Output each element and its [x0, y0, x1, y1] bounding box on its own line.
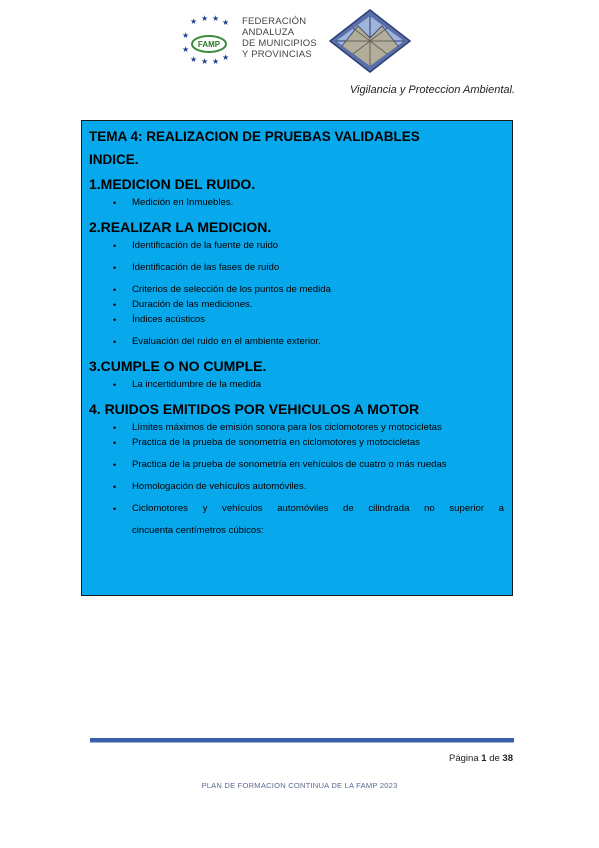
header-logos — [180, 8, 420, 78]
section-heading: 2.REALIZAR LA MEDICION. — [89, 219, 272, 235]
list-item-continuation: cincuenta centímetros cúbicos: — [132, 525, 264, 536]
section-items — [89, 422, 504, 515]
svg-text:★: ★ — [182, 45, 190, 54]
list-item: • Medición en Inmuebles. — [113, 197, 504, 209]
section-heading: 3.CUMPLE O NO CUMPLE. — [89, 358, 267, 374]
svg-text:★: ★ — [182, 31, 190, 40]
page-number — [449, 753, 513, 764]
svg-text:★: ★ — [212, 57, 220, 64]
list-item: • Homologación de vehículos automóviles. — [113, 481, 504, 493]
diamond-logo — [328, 8, 412, 74]
list-item: • Evaluación del ruido en el ambiente exterior. — [113, 336, 504, 348]
famp-badge: FAMP — [197, 40, 221, 49]
list-item: • Identificación de las fases de ruido — [113, 262, 504, 274]
list-item: • Índices acústicos — [113, 314, 504, 326]
svg-text:★: ★ — [190, 17, 198, 26]
index-content — [89, 127, 504, 537]
list-item: • Ciclomotores y vehículos automóviles de cilindrada no superior a — [113, 503, 504, 515]
section-items — [89, 240, 504, 348]
org-name — [242, 16, 317, 60]
list-item: • Practica de la prueba de sonometría en ciclomotores y motocicletas — [113, 437, 504, 449]
topic-title: TEMA 4: REALIZACION DE PRUEBAS VALIDABLES — [89, 129, 420, 144]
list-item: • Límites máximos de emisión sonora para los ciclomotores y motocicletas — [113, 422, 504, 434]
page-of: de — [489, 753, 500, 764]
org-line: DE MUNICIPIOS — [242, 38, 317, 49]
svg-text:★: ★ — [190, 55, 198, 64]
index-label: INDICE. — [89, 152, 139, 167]
section-heading: 1.MEDICION DEL RUIDO. — [89, 176, 256, 192]
plan-footer: PLAN DE FORMACION CONTINUA DE LA FAMP 2023 — [201, 781, 398, 790]
org-line: Y PROVINCIAS — [242, 49, 312, 60]
section-items — [89, 379, 504, 391]
list-item: • Criterios de selección de los puntos de medida — [113, 284, 504, 296]
footer-rule — [90, 738, 514, 743]
svg-text:★: ★ — [201, 57, 209, 64]
section-heading: 4. RUIDOS EMITIDOS POR VEHICULOS A MOTOR — [89, 401, 420, 417]
section-items — [89, 197, 504, 209]
list-item: • La incertidumbre de la medida — [113, 379, 504, 391]
org-line: FEDERACIÓN — [242, 16, 307, 27]
list-item: • Duración de las mediciones. — [113, 299, 504, 311]
page-label: Página — [449, 753, 479, 764]
list-item: • Identificación de la fuente de ruido — [113, 240, 504, 252]
famp-logo — [180, 14, 238, 64]
svg-text:★: ★ — [201, 14, 209, 23]
svg-text:★: ★ — [212, 14, 220, 23]
page-current: 1 — [481, 753, 487, 764]
org-line: ANDALUZA — [242, 27, 295, 38]
svg-text:★: ★ — [222, 53, 230, 62]
list-item: • Practica de la prueba de sonometría en vehículos de cuatro o más ruedas — [113, 459, 504, 471]
document-subtitle: Vigilancia y Proteccion Ambiental. — [349, 84, 515, 96]
page-total: 38 — [502, 753, 513, 764]
index-box — [81, 120, 513, 596]
svg-text:★: ★ — [222, 18, 230, 27]
